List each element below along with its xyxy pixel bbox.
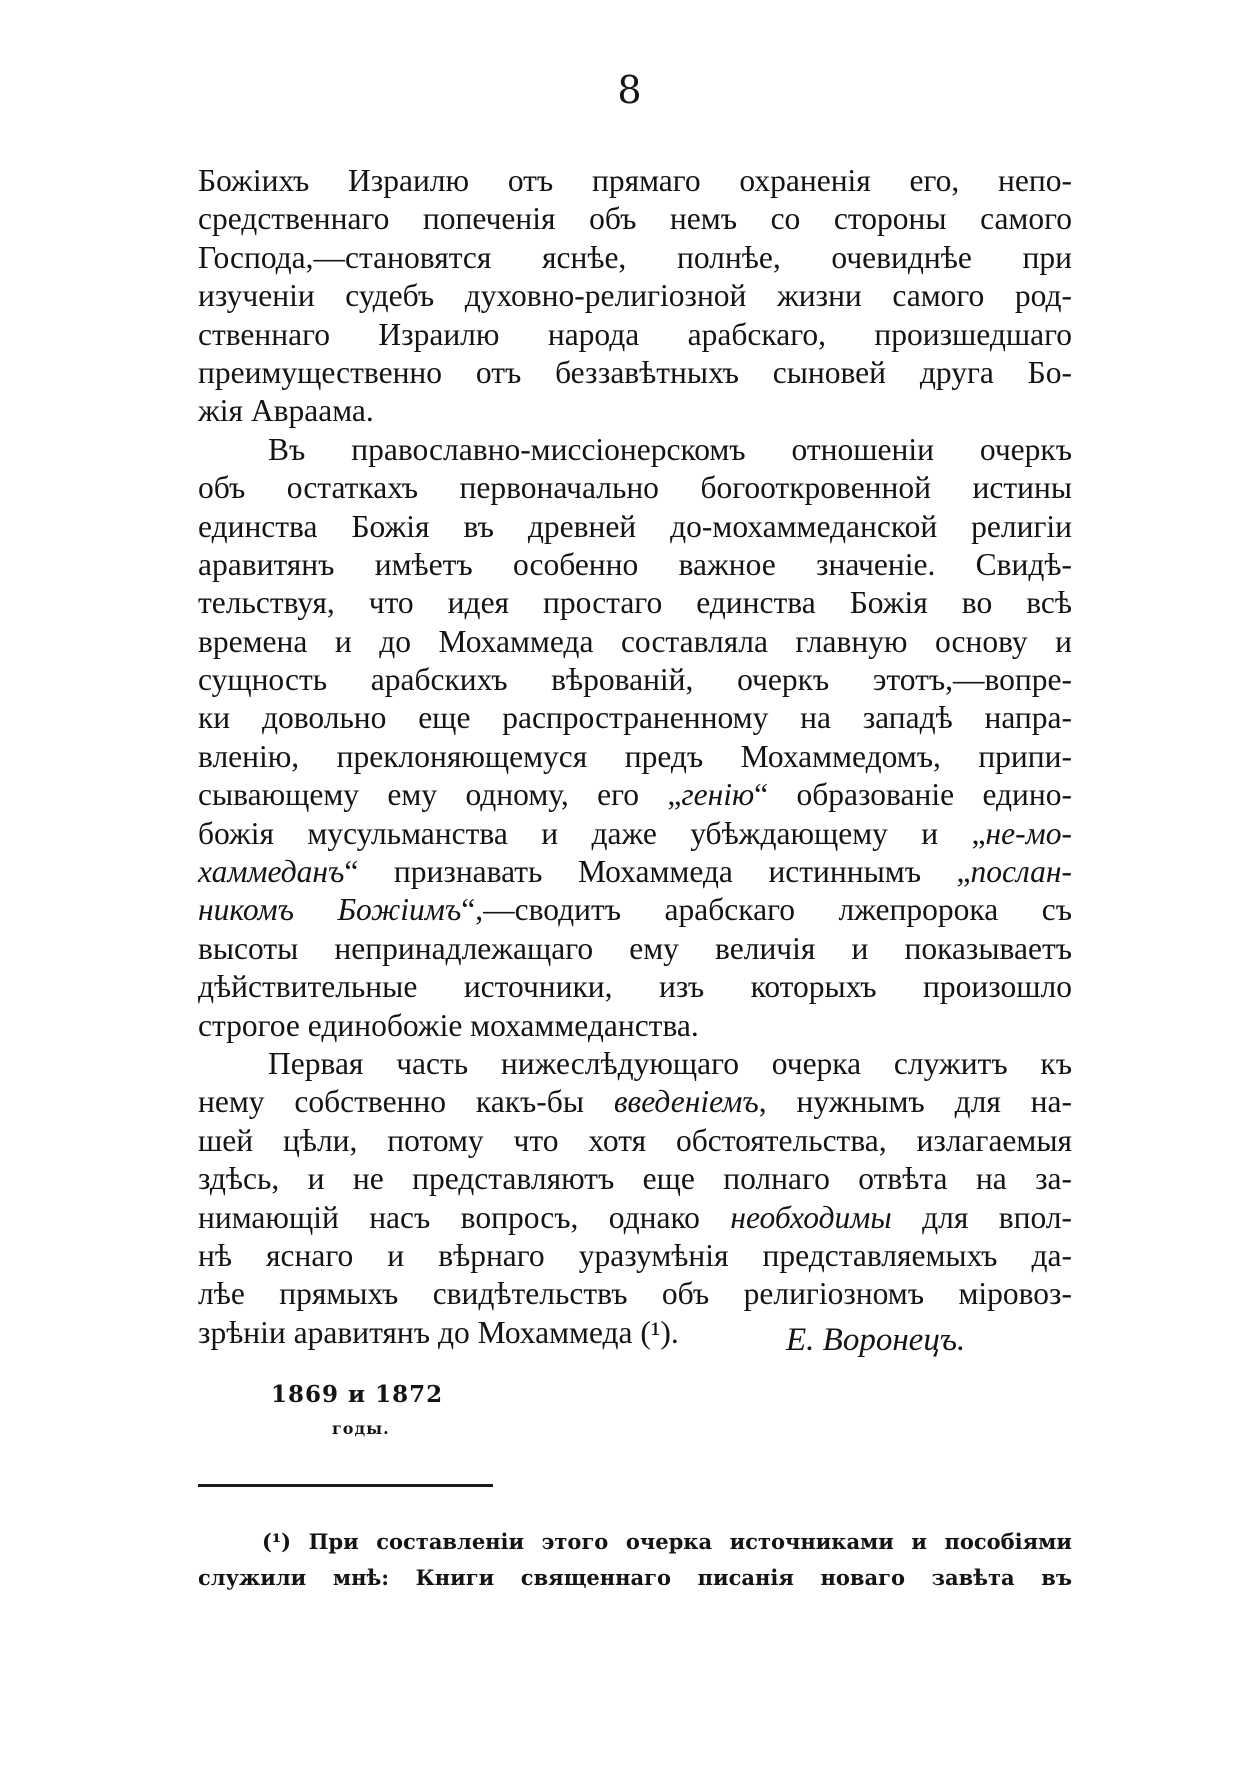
main-text	[198, 162, 1072, 1352]
text-segment: нимающiй насъ вопросъ, однако	[198, 1199, 731, 1235]
text-segment: нему собственно какъ-бы	[198, 1084, 614, 1120]
text-line: строгое единобожiе мохаммеданства.	[198, 1007, 699, 1043]
text-line: единства Божiя въ древней до-мохаммеданской религiи	[198, 508, 1072, 544]
text-segment: , нужнымъ для на-	[758, 1084, 1073, 1120]
text-line: преимущественно отъ беззавѣтныхъ сыновей друга Бо-	[198, 354, 1072, 390]
text-line	[198, 776, 1072, 814]
text-line: высоты непринадлежащаго ему величiя и показываетъ	[198, 930, 1072, 966]
text-line: дѣйствительные источники, изъ которыхъ произошло	[198, 969, 1072, 1005]
italic-segment: введенiемъ	[613, 1084, 759, 1120]
text-line: нѣ яснаго и вѣрнаго уразумѣнiя представляемыхъ да-	[198, 1237, 1072, 1273]
text-line: жiя Авраама.	[198, 393, 374, 429]
text-line: Въ православно-миссiонерскомъ отношенiи очеркъ	[268, 431, 1072, 467]
dates-label: годы.	[332, 1419, 390, 1438]
text-segment: “ признавать Мохаммеда истиннымъ „	[344, 854, 971, 890]
text-line: Господа,—становятся яснѣе, полнѣе, очевиднѣе при	[198, 239, 1072, 275]
footnote	[198, 1524, 1072, 1596]
text-segment: “,—сводитъ арабскаго лжепророка съ	[461, 892, 1072, 928]
text-line: аравитянъ имѣетъ особенно важное значенiе. Свидѣ-	[198, 546, 1072, 582]
text-line: зрѣнiи аравитянъ до Мохаммеда (¹).	[198, 1314, 679, 1350]
text-line: здѣсь, и не представляютъ еще полнаго отвѣта на за-	[198, 1161, 1072, 1197]
italic-segment: послан-	[970, 854, 1072, 890]
text-segment: “ образованiе едино-	[754, 777, 1072, 813]
page-number: 8	[617, 68, 642, 112]
text-line: изученiи судебъ духовно-религiозной жизни самого род-	[198, 278, 1072, 314]
text-line	[198, 1083, 1072, 1121]
italic-segment: генiю	[681, 777, 755, 813]
dates-years: 1869 и 1872	[271, 1381, 444, 1408]
text-line: времена и до Мохаммеда составляла главную основу и	[198, 623, 1072, 659]
author-signature: Е. Воронецъ.	[786, 1322, 966, 1358]
text-line: лѣе прямыхъ свидѣтельствъ объ религiозномъ мiровоз-	[198, 1276, 1072, 1312]
text-line: ственнаго Израилю народа арабскаго, произшедшаго	[198, 316, 1072, 352]
footnote-line: служили мнѣ: Книги священнаго писанiя новаго завѣта въ	[198, 1565, 1072, 1590]
text-line: вленiю, преклоняющемуся предъ Мохаммедомъ, припи-	[198, 738, 1072, 774]
text-segment: божiя мусульманства и даже убѣждающему и „	[198, 815, 986, 851]
text-line	[198, 891, 1072, 929]
text-line	[198, 815, 1072, 853]
italic-segment: хаммеданъ	[198, 854, 345, 890]
italic-segment: никомъ Божiимъ	[198, 892, 462, 928]
text-line	[198, 853, 1072, 891]
text-segment: сывающему ему одному, его „	[198, 777, 682, 813]
text-line: Первая часть нижеслѣдующаго очерка служитъ къ	[268, 1045, 1072, 1081]
text-line: объ остаткахъ первоначально богооткровенной истины	[198, 470, 1072, 506]
italic-segment: не-мо-	[985, 815, 1072, 851]
text-line: сущность арабскихъ вѣрованiй, очеркъ этотъ,—вопре-	[198, 662, 1072, 698]
text-line	[198, 1199, 1072, 1237]
text-line: тельствуя, что идея простаго единства Божiя во всѣ	[198, 585, 1072, 621]
italic-segment: необходимы	[730, 1199, 892, 1235]
text-line: шей цѣли, потому что хотя обстоятельства, излагаемыя	[198, 1122, 1072, 1158]
text-segment: для впол-	[891, 1199, 1072, 1235]
footnote-line: (¹) При составленiи этого очерка источниками и пособiями	[262, 1529, 1072, 1554]
text-line: Божiихъ Израилю отъ прямаго охраненiя его, непо-	[198, 163, 1072, 198]
text-line: ки довольно еще распространенному на западѣ напра-	[198, 700, 1072, 736]
text-line: средственнаго попеченiя объ немъ со стороны самого	[198, 201, 1072, 237]
footnote-divider	[198, 1484, 493, 1487]
